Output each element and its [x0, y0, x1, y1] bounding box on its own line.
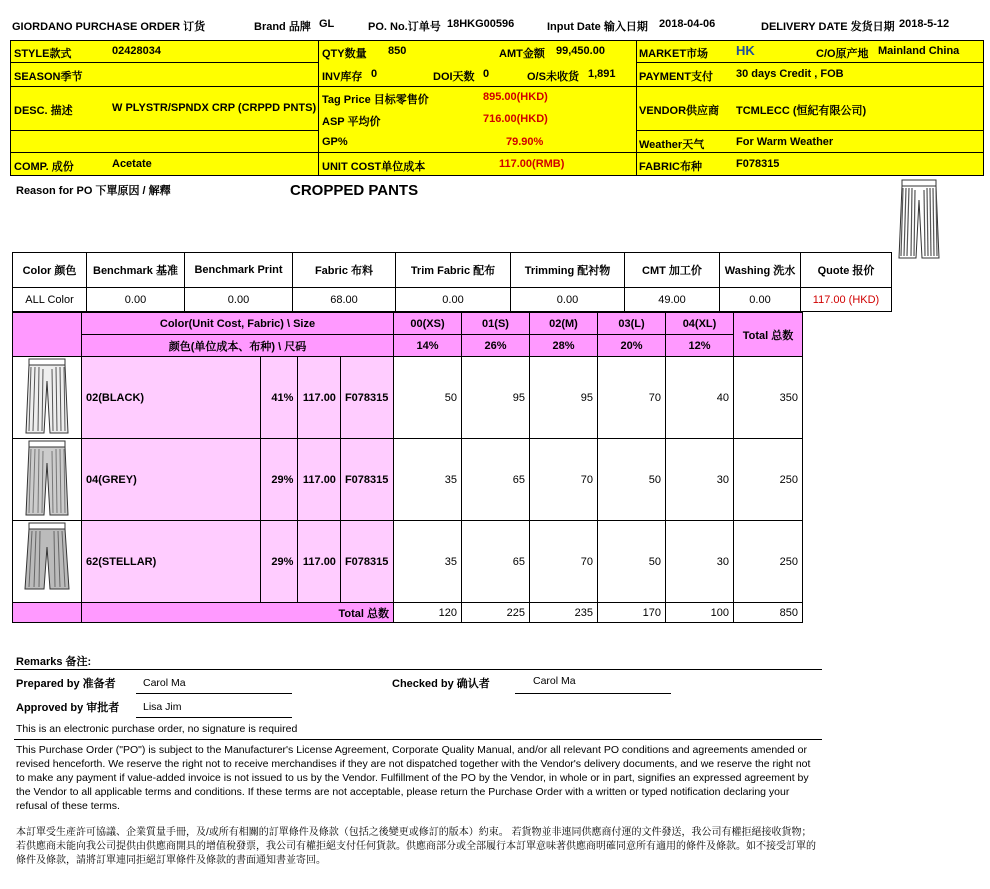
season-label: SEASON季节 [14, 71, 83, 83]
unit-cost-label: UNIT COST单位成本 [322, 161, 426, 173]
amt-label: AMT金额 [499, 48, 545, 60]
grid-image-header [13, 313, 82, 357]
weather-value: For Warm Weather [736, 136, 834, 148]
comp-value: Acetate [112, 158, 152, 170]
brand-value: GL [319, 18, 335, 30]
size-pct-l: 20% [598, 335, 666, 357]
row-total: 250 [734, 439, 803, 521]
inv-value: 0 [371, 68, 378, 80]
qty-l: 70 [598, 357, 666, 439]
row-total: 250 [734, 521, 803, 603]
size-pct-s: 26% [462, 335, 530, 357]
bench-value-quote: 117.00 (HKD) [801, 288, 892, 312]
product-sketch-icon [896, 178, 942, 262]
bench-header-quote: Quote 报价 [801, 253, 892, 288]
bench-header-washing: Washing 洗水 [720, 253, 801, 288]
qty-m: 70 [530, 521, 598, 603]
remarks-label: Remarks 备注: [16, 656, 92, 668]
row-cost: 117.00 [298, 521, 341, 603]
po-number-label: PO. No.订单号 [368, 21, 441, 33]
desc-value: W PLYSTR/SPNDX CRP (CRPPD PNTS) [112, 102, 317, 114]
market-label: MARKET市场 [639, 48, 709, 60]
footer-blank [13, 603, 82, 623]
qty-xs: 35 [394, 439, 462, 521]
footer-total-xl: 100 [666, 603, 734, 623]
vendor-value: TCMLECC (恒紀有限公司) [736, 105, 867, 117]
doi-label: DOI天数 [433, 71, 475, 83]
footer-total-m: 235 [530, 603, 598, 623]
qty-l: 50 [598, 521, 666, 603]
footer-total-l: 170 [598, 603, 666, 623]
row-color: 02(BLACK) [82, 357, 261, 439]
size-pct-xl: 12% [666, 335, 734, 357]
row-cost: 117.00 [298, 439, 341, 521]
os-value: 1,891 [588, 68, 616, 80]
bench-header-benchmark: Benchmark 基准 [87, 253, 185, 288]
black-pants-icon [23, 357, 71, 435]
asp-label: ASP 平均价 [322, 116, 381, 128]
input-date-value: 2018-04-06 [659, 18, 716, 30]
qty-s: 65 [462, 521, 530, 603]
grid-header-en: Color(Unit Cost, Fabric) \ Size [82, 313, 394, 335]
delivery-date-value: 2018-5-12 [899, 18, 950, 30]
row-fabric: F078315 [340, 357, 393, 439]
footer-total-s: 225 [462, 603, 530, 623]
inv-label: INV库存 [322, 71, 363, 83]
grid-header-cn: 颜色(单位成本、布种) \ 尺码 [82, 335, 394, 357]
bench-header-cmt: CMT 加工价 [625, 253, 720, 288]
unit-cost-value: 117.00(RMB) [499, 158, 565, 170]
total-header: Total 总数 [734, 313, 803, 357]
row-fabric: F078315 [340, 439, 393, 521]
qty-xl: 30 [666, 439, 734, 521]
row-color: 04(GREY) [82, 439, 261, 521]
qty-xl: 40 [666, 357, 734, 439]
os-label: O/S未收货 [527, 71, 579, 83]
vendor-label: VENDOR供应商 [639, 105, 720, 117]
brand-label: Brand 品牌 [254, 21, 311, 33]
origin-value: Mainland China [878, 45, 960, 57]
weather-label: Weather天气 [639, 139, 705, 151]
gp-value: 79.90% [506, 136, 544, 148]
bench-value-color: ALL Color [13, 288, 87, 312]
terms-english: This Purchase Order ("PO") is subject to the Manufacturer's License Agreement, Corporate Quality Manual, and/or all relevant PO conditions and agreements amended or revised henceforth. We reserve the right not to receive merchandises if they are not dispatched together with the Vendor's delivery documents, and we reserve the right not to make any payment if value-added invoice is not issued to us by the Vendor. Fulfillment of the PO by the Vendor, in whole or in part, signifies an expressed agreement by the Vendor to all applicable terms and conditions. If these terms are not acceptable, please return the Purchase Order with a written or typed notification declaring your refusal of these terms. [16, 744, 811, 812]
qty-m: 70 [530, 439, 598, 521]
bench-value-cmt: 49.00 [625, 288, 720, 312]
stellar-pants-icon [23, 521, 71, 599]
table-row [13, 521, 803, 603]
approved-value: Lisa Jim [143, 701, 182, 713]
size-color-grid [12, 312, 803, 623]
approved-label: Approved by 审批者 [16, 702, 120, 714]
benchmark-table [12, 252, 892, 312]
po-info-block [10, 40, 984, 176]
color-thumbnail [13, 521, 82, 603]
bench-header-fabric: Fabric 布料 [293, 253, 396, 288]
style-label: STYLE款式 [14, 48, 72, 60]
row-pct: 41% [261, 357, 298, 439]
bench-value-fabric: 68.00 [293, 288, 396, 312]
origin-label: C/O原产地 [816, 48, 869, 60]
product-name: CROPPED PANTS [290, 182, 419, 199]
gp-label: GP% [322, 136, 348, 148]
bench-value-trimming: 0.00 [511, 288, 625, 312]
po-title: GIORDANO PURCHASE ORDER 订货 [12, 21, 206, 33]
doi-value: 0 [483, 68, 490, 80]
table-row [13, 357, 803, 439]
qty-xl: 30 [666, 521, 734, 603]
row-color: 62(STELLAR) [82, 521, 261, 603]
style-value: 02428034 [112, 45, 161, 57]
tag-price-label: Tag Price 目标零售价 [322, 94, 429, 106]
bench-value-trim-fabric: 0.00 [396, 288, 511, 312]
qty-xs: 35 [394, 521, 462, 603]
electronic-note: This is an electronic purchase order, no signature is required [16, 723, 298, 735]
desc-label: DESC. 描述 [14, 105, 73, 117]
terms-chinese: 本訂單受生產許可協議、企業質量手冊，及/或所有相關的訂單條件及條款（包括之後變更或修訂的版本）約束。 若貨物並非連同供應商付運的文件發送，我公司有權拒絕接收貨物；若供應商未能向我公司提供由供應商開具的增值稅發票，我公司有權拒絕支付任何貨款。供應商部分或全部履行本訂單意味著供應商明確同意所有適用的條件及條款。如不接受訂單的條件及條款，請將訂單連同拒絕訂單條件及條款的書面通知書並寄回。 [16, 827, 816, 866]
size-pct-m: 28% [530, 335, 598, 357]
bench-header-trimming: Trimming 配衬物 [511, 253, 625, 288]
qty-label: QTY数量 [322, 48, 367, 60]
qty-l: 50 [598, 439, 666, 521]
qty-xs: 50 [394, 357, 462, 439]
po-number-value: 18HKG00596 [447, 18, 515, 30]
delivery-date-label: DELIVERY DATE 发货日期 [761, 21, 895, 33]
qty-value: 850 [388, 45, 407, 57]
qty-s: 65 [462, 439, 530, 521]
bench-value-benchmark-print: 0.00 [185, 288, 293, 312]
payment-label: PAYMENT支付 [639, 71, 713, 83]
fabric-label: FABRIC布种 [639, 161, 702, 173]
footer-total-xs: 120 [394, 603, 462, 623]
qty-s: 95 [462, 357, 530, 439]
size-header-l: 03(L) [598, 313, 666, 335]
bench-value-washing: 0.00 [720, 288, 801, 312]
checked-label: Checked by 确认者 [392, 678, 490, 690]
size-pct-xs: 14% [394, 335, 462, 357]
bench-header-color: Color 颜色 [13, 253, 87, 288]
tag-price-value: 895.00(HKD) [483, 91, 548, 103]
checked-value: Carol Ma [533, 675, 576, 687]
reason-label: Reason for PO 下單原因 / 解釋 [16, 185, 171, 197]
row-fabric: F078315 [340, 521, 393, 603]
table-row [13, 439, 803, 521]
size-header-xs: 00(XS) [394, 313, 462, 335]
fabric-value: F078315 [736, 158, 780, 170]
input-date-label: Input Date 输入日期 [547, 21, 648, 33]
grey-pants-icon [23, 439, 71, 517]
row-total: 350 [734, 357, 803, 439]
payment-value: 30 days Credit , FOB [736, 68, 844, 80]
amt-value: 99,450.00 [556, 45, 605, 57]
color-thumbnail [13, 357, 82, 439]
qty-m: 95 [530, 357, 598, 439]
asp-value: 716.00(HKD) [483, 113, 548, 125]
row-pct: 29% [261, 439, 298, 521]
footer-total-label: Total 总数 [82, 603, 394, 623]
size-header-xl: 04(XL) [666, 313, 734, 335]
prepared-value: Carol Ma [143, 677, 186, 689]
bench-header-benchmark-print: Benchmark Print [185, 253, 293, 288]
size-header-m: 02(M) [530, 313, 598, 335]
market-value: HK [736, 43, 755, 58]
color-thumbnail [13, 439, 82, 521]
prepared-label: Prepared by 准备者 [16, 678, 116, 690]
size-header-s: 01(S) [462, 313, 530, 335]
grand-total: 850 [734, 603, 803, 623]
row-cost: 117.00 [298, 357, 341, 439]
comp-label: COMP. 成份 [14, 161, 74, 173]
bench-header-trim-fabric: Trim Fabric 配布 [396, 253, 511, 288]
row-pct: 29% [261, 521, 298, 603]
bench-value-benchmark: 0.00 [87, 288, 185, 312]
